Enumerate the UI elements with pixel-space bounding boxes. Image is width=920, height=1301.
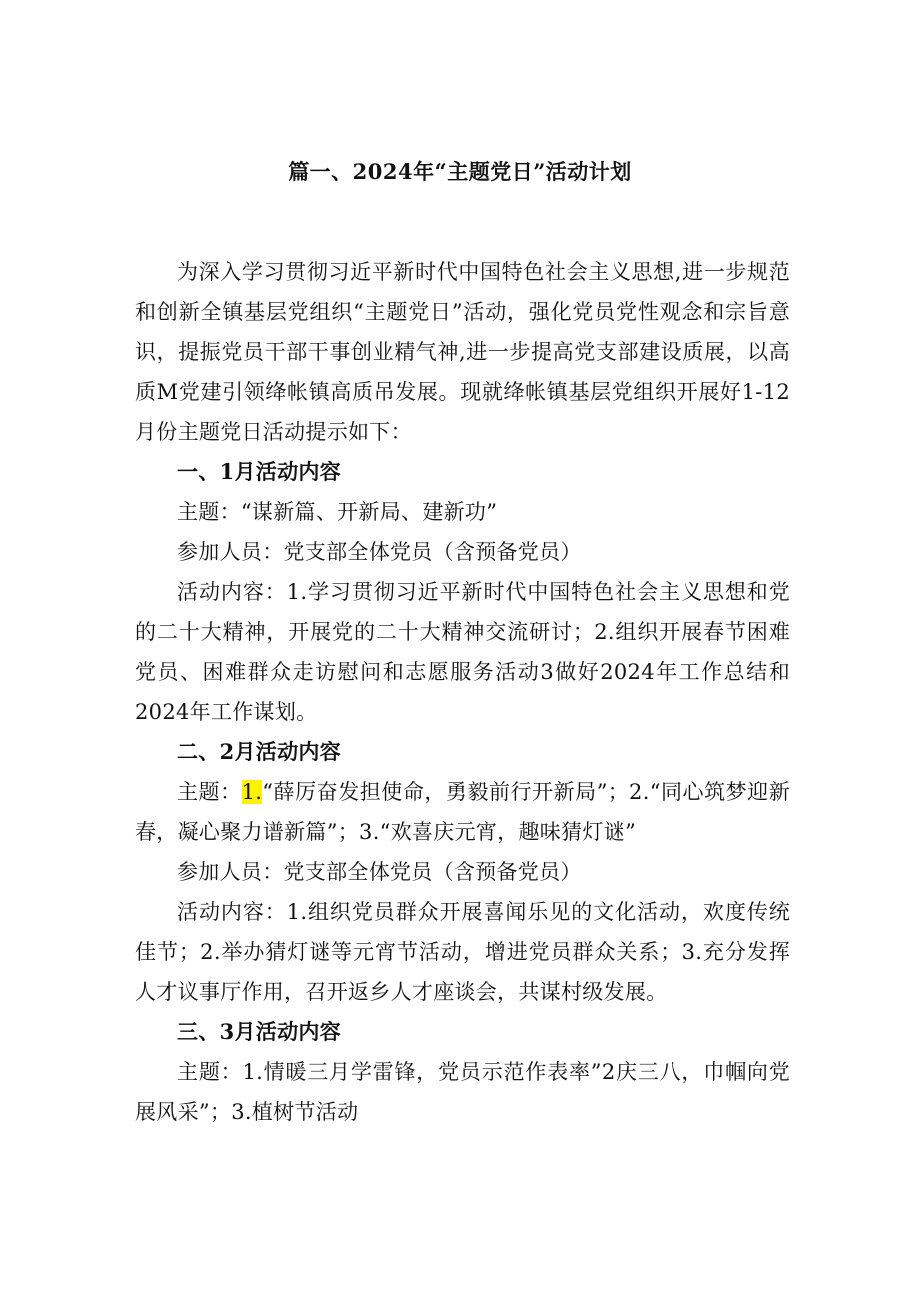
section-3-theme: 主题：1.情暖三月学雷锋，党员示范作表率”2庆三八，巾帼向党展风采”；3.植树节活动: [135, 1060, 790, 1124]
document-title: 篇一、2024年“主题党日”活动计划: [288, 159, 632, 184]
section-1-participants: 参加人员：党支部全体党员（含预备党员）: [177, 540, 582, 564]
document-body: [135, 252, 790, 1132]
section-2-participants: 参加人员：党支部全体党员（含预备党员）: [177, 860, 582, 884]
section-1-content: 活动内容：1.学习贯彻习近平新时代中国特色社会主义思想和党的二十大精神，开展党的二十大精神交流研讨；2.组织开展春节困难党员、困难群众走访慰问和志愿服务活动3做好2024年工作总结和2024年工作谋划。: [135, 580, 790, 724]
highlighted-text: 1.: [241, 780, 263, 804]
section-1-theme: 主题：“谋新篇、开新局、建新功”: [177, 500, 498, 524]
section-2-heading: 二、2月活动内容: [177, 739, 342, 764]
section-2-theme-rest: “薛厉奋发担使命，勇毅前行开新局”；2.“同心筑梦迎新春，凝心聚力谱新篇”；3.“欢喜庆元宵，趣味猜灯谜”: [135, 780, 790, 844]
section-1-heading: 一、1月活动内容: [177, 459, 342, 484]
section-2-content: 活动内容：1.组织党员群众开展喜闻乐见的文化活动，欢度传统佳节；2.举办猜灯谜等元宵节活动，增进党员群众关系；3.充分发挥人才议事厅作用，召开返乡人才座谈会，共谋村级发展。: [135, 900, 790, 1004]
section-2-theme: [135, 772, 790, 852]
section-3-heading: 三、3月活动内容: [177, 1019, 342, 1044]
section-2-theme-prefix: 主题：: [177, 780, 242, 804]
intro-paragraph: 为深入学习贯彻习近平新时代中国特色社会主义思想,进一步规范和创新全镇基层党组织“主题党日”活动，强化党员党性观念和宗旨意识，提振党员干部干事创业精气神,进一步提高党支部建设质展，以高质M党建引领绛帐镇高质吊发展。现就绛帐镇基层党组织开展好1-12月份主题党日活动提示如下：: [135, 260, 790, 444]
